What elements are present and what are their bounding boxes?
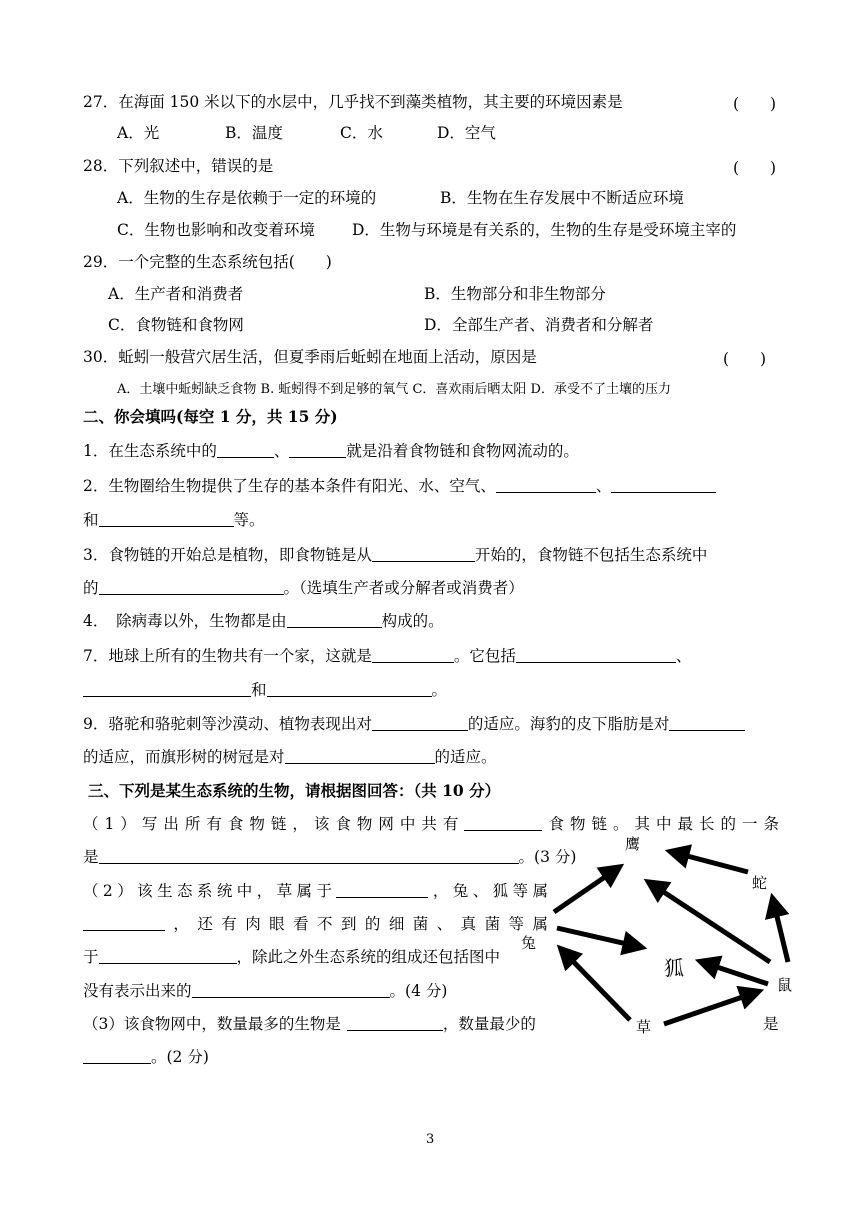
- s3-part2a: （2）该生态系统中，草属于 ，兔、狐等属: [83, 882, 548, 900]
- blank[interactable]: [99, 579, 284, 595]
- q30-options: A．土壤中蚯蚓缺乏食物 B. 蚯蚓得不到足够的氧气 C．喜欢雨后晒太阳 D．承受不了土壤的压力: [117, 382, 671, 397]
- s3-part3b: 。(2 分): [83, 1047, 209, 1067]
- blank[interactable]: [83, 681, 251, 697]
- q27-option-b: B．温度: [225, 124, 283, 142]
- s3-part3a: （3）该食物网中，数量最多的生物是 ，数量最少的: [83, 1015, 536, 1033]
- blank[interactable]: [287, 612, 382, 628]
- q27-option-d: D．空气: [437, 124, 496, 142]
- blank[interactable]: [289, 442, 346, 458]
- page-number: 3: [426, 1132, 435, 1147]
- q29-option-a: A．生产者和消费者: [108, 285, 244, 303]
- arrow-mouse-to-snake: [773, 900, 788, 962]
- q28-option-c: C．生物也影响和改变着环境: [117, 221, 315, 239]
- blank[interactable]: [99, 848, 519, 864]
- s3-part2d: 没有表示出来的 。(4 分): [83, 982, 448, 1000]
- blank[interactable]: [83, 915, 165, 931]
- blank[interactable]: [372, 546, 475, 562]
- q28-option-b: B．生物在生存发展中不断适应环境: [440, 189, 684, 207]
- blank[interactable]: [336, 882, 428, 898]
- hawk-label: 鹰: [625, 835, 641, 853]
- q28-option-d: D．生物与环境是有关系的，生物的生存是受环境主宰的: [352, 221, 737, 239]
- grass-label: 草: [636, 1018, 652, 1036]
- q28-stem: 28．下列叙述中，错误的是: [83, 157, 274, 175]
- s3-part2c: 于 ，除此之外生态系统的组成还包括图中: [83, 948, 501, 966]
- fill-7a: 7．地球上所有的生物共有一个家，这就是 。它包括 、: [83, 647, 692, 665]
- arrow-grass-to-mouse: [664, 992, 757, 1024]
- blank[interactable]: [285, 748, 435, 764]
- section2-title: 二、你会填吗(每空 1 分，共 15 分): [83, 407, 338, 426]
- q29-option-b: B．生物部分和非生物部分: [424, 285, 606, 303]
- fill-1: 1．在生态系统中的 、 就是沿着食物链和食物网流动的。: [83, 442, 579, 460]
- q28-answer-paren: ( ): [733, 159, 777, 177]
- arrow-mouse-to-fox: [702, 962, 768, 984]
- blank[interactable]: [99, 948, 237, 964]
- arrow-snake-to-hawk: [672, 852, 748, 872]
- s3-part3a-end: 是: [763, 1015, 779, 1033]
- fox-label: 狐: [664, 956, 684, 980]
- blank[interactable]: [372, 715, 468, 731]
- blank[interactable]: [372, 647, 454, 663]
- blank[interactable]: [217, 442, 274, 458]
- blank[interactable]: [516, 647, 676, 663]
- blank[interactable]: [496, 477, 596, 493]
- blank[interactable]: [347, 1015, 443, 1031]
- s3-part1b: 是 。(3 分): [83, 848, 577, 866]
- arrow-rabbit-to-hawk: [554, 868, 618, 912]
- q27-answer-paren: ( ): [733, 95, 777, 113]
- q29-option-c: C．食物链和食物网: [108, 316, 244, 334]
- blank[interactable]: [669, 715, 745, 731]
- q29-option-d: D．全部生产者、消费者和分解者: [424, 316, 654, 334]
- fill-9a: 9．骆驼和骆驼刺等沙漠动、植物表现出对 的适应。海豹的皮下脂肪是对: [83, 714, 745, 734]
- fill-4: 4． 除病毒以外，生物都是由 构成的。: [83, 612, 444, 630]
- arrow-rabbit-to-fox: [557, 928, 640, 947]
- snake-label: 蛇: [752, 874, 768, 892]
- q30-stem: 30．蚯蚓一般营穴居生活，但夏季雨后蚯蚓在地面上活动，原因是: [83, 348, 537, 366]
- s3-part2b: ，还有肉眼看不到的细菌、真菌等属: [83, 914, 548, 934]
- mouse-label: 鼠: [777, 976, 793, 994]
- blank[interactable]: [464, 815, 542, 831]
- fill-2b: 和 等。: [83, 511, 265, 529]
- fill-2a: 2．生物圈给生物提供了生存的基本条件有阳光、水、空气、 、: [83, 476, 716, 496]
- blank[interactable]: [99, 511, 234, 527]
- blank[interactable]: [611, 477, 716, 493]
- blank[interactable]: [267, 681, 432, 697]
- rabbit-label: 兔: [521, 934, 537, 952]
- fill-9b: 的适应，而旗形树的树冠是对 的适应。: [83, 748, 497, 766]
- q27-stem: 27．在海面 150 米以下的水层中，几乎找不到藻类植物，其主要的环境因素是: [83, 93, 623, 111]
- q28-option-a: A．生物的生存是依赖于一定的环境的: [117, 189, 377, 207]
- fill-3a: 3．食物链的开始总是植物，即食物链是从 开始的，食物链不包括生态系统中: [83, 546, 708, 564]
- s3-part1a: （1）写出所有食物链，该食物网中共有 食物链。其中最长的一条: [83, 815, 779, 833]
- q27-option-c: C．水: [340, 124, 383, 142]
- q29-stem: 29．一个完整的生态系统包括( ): [83, 253, 332, 271]
- section3-title: 三、下列是某生态系统的生物，请根据图回答：（共 10 分）: [88, 781, 501, 800]
- blank[interactable]: [192, 982, 390, 998]
- arrow-mouse-to-hawk: [650, 883, 770, 962]
- fill-7b: 和 。: [83, 680, 447, 700]
- blank[interactable]: [83, 1048, 151, 1064]
- q27-option-a: A．光: [117, 124, 160, 142]
- fill-3b: 的 。（选填生产者或分解者或消费者）: [83, 579, 524, 597]
- q30-answer-paren: ( ): [723, 350, 767, 368]
- arrow-grass-to-rabbit: [562, 950, 630, 1020]
